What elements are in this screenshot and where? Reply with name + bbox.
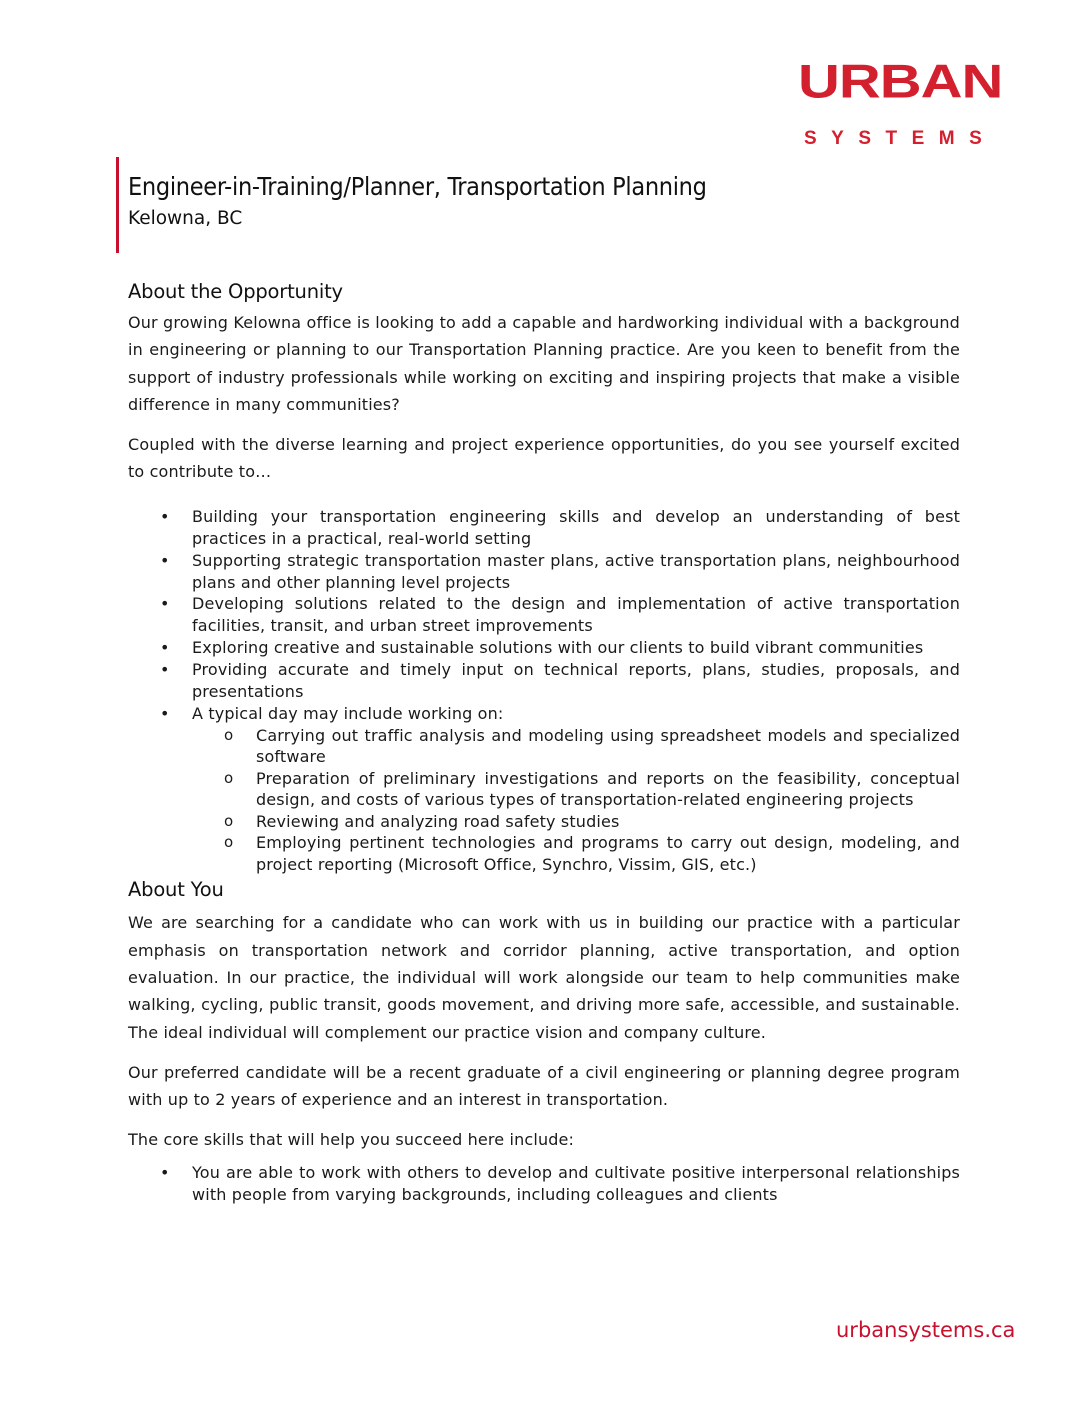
job-title: Engineer-in-Training/Planner, Transportation Planning	[128, 172, 707, 201]
list-item: • Developing solutions related to the design and implementation of active transportation facilities, transit, and urban street improvements	[128, 593, 960, 637]
about-you-paragraph-2: Our preferred candidate will be a recent graduate of a civil engineering or planning degree program with up to 2 years of experience and an interest in transportation.	[128, 1062, 960, 1110]
sub-list-item: o Employing pertinent technologies and programs to carry out design, modeling, and project reporting (Microsoft Office, Synchro, Vissim, GIS, etc.)	[192, 832, 960, 875]
sub-list-item: o Preparation of preliminary investigations and reports on the feasibility, conceptual design, and costs of various types of transportation-related engineering projects	[192, 768, 960, 811]
footer-website: urbansystems.ca	[836, 1318, 1016, 1342]
list-item: • Exploring creative and sustainable solutions with our clients to build vibrant communities	[128, 637, 960, 659]
job-location: Kelowna, BC	[128, 208, 243, 229]
logo-wordmark-systems: SYSTEMS	[804, 128, 997, 149]
title-accent-bar	[116, 157, 119, 253]
document-body	[128, 280, 960, 1206]
opportunity-paragraph-2: Coupled with the diverse learning and project experience opportunities, do you see yourself excited to contribute to…	[128, 435, 960, 482]
list-item: • Building your transportation engineering skills and develop an understanding of best practices in a practical, real-world setting	[128, 506, 960, 550]
core-skills-bullet-list	[128, 1162, 960, 1206]
list-item-label: A typical day may include working on:	[192, 703, 504, 723]
about-you-paragraph-1: We are searching for a candidate who can work with us in building our practice with a particular emphasis on transportation network and corridor planning, active transportation, and option evaluation. In our practice, the individual will work alongside our team to help communities make walking, cycling, public transit, goods movement, and driving more safe, accessible, and sustainable. The ideal individual will complement our practice vision and company culture.	[128, 913, 960, 1042]
urban-systems-logo	[798, 54, 1020, 149]
logo-wordmark-urban: URBAN	[798, 54, 1003, 109]
opportunity-bullet-list	[128, 506, 960, 876]
section-heading-opportunity: About the Opportunity	[128, 280, 343, 303]
list-item: • You are able to work with others to develop and cultivate positive interpersonal relationships with people from varying backgrounds, including colleagues and clients	[128, 1162, 960, 1206]
list-item: • Providing accurate and timely input on technical reports, plans, studies, proposals, and presentations	[128, 659, 960, 703]
opportunity-paragraph-1: Our growing Kelowna office is looking to add a capable and hardworking individual with a background in engineering or planning to our Transportation Planning practice. Are you keen to benefit from the support of industry professionals while working on exciting and inspiring projects that make a visible difference in many communities?	[128, 313, 960, 414]
sub-list-item: o Reviewing and analyzing road safety studies	[192, 811, 960, 833]
section-heading-about-you: About You	[128, 878, 224, 902]
list-item: • Supporting strategic transportation master plans, active transportation plans, neighbourhood plans and other planning level projects	[128, 550, 960, 594]
list-item-typical-day	[128, 703, 960, 875]
sub-list-item: o Carrying out traffic analysis and modeling using spreadsheet models and specialized software	[192, 725, 960, 768]
about-you-paragraph-3: The core skills that will help you succeed here include:	[128, 1130, 575, 1150]
typical-day-sub-list	[192, 725, 960, 876]
